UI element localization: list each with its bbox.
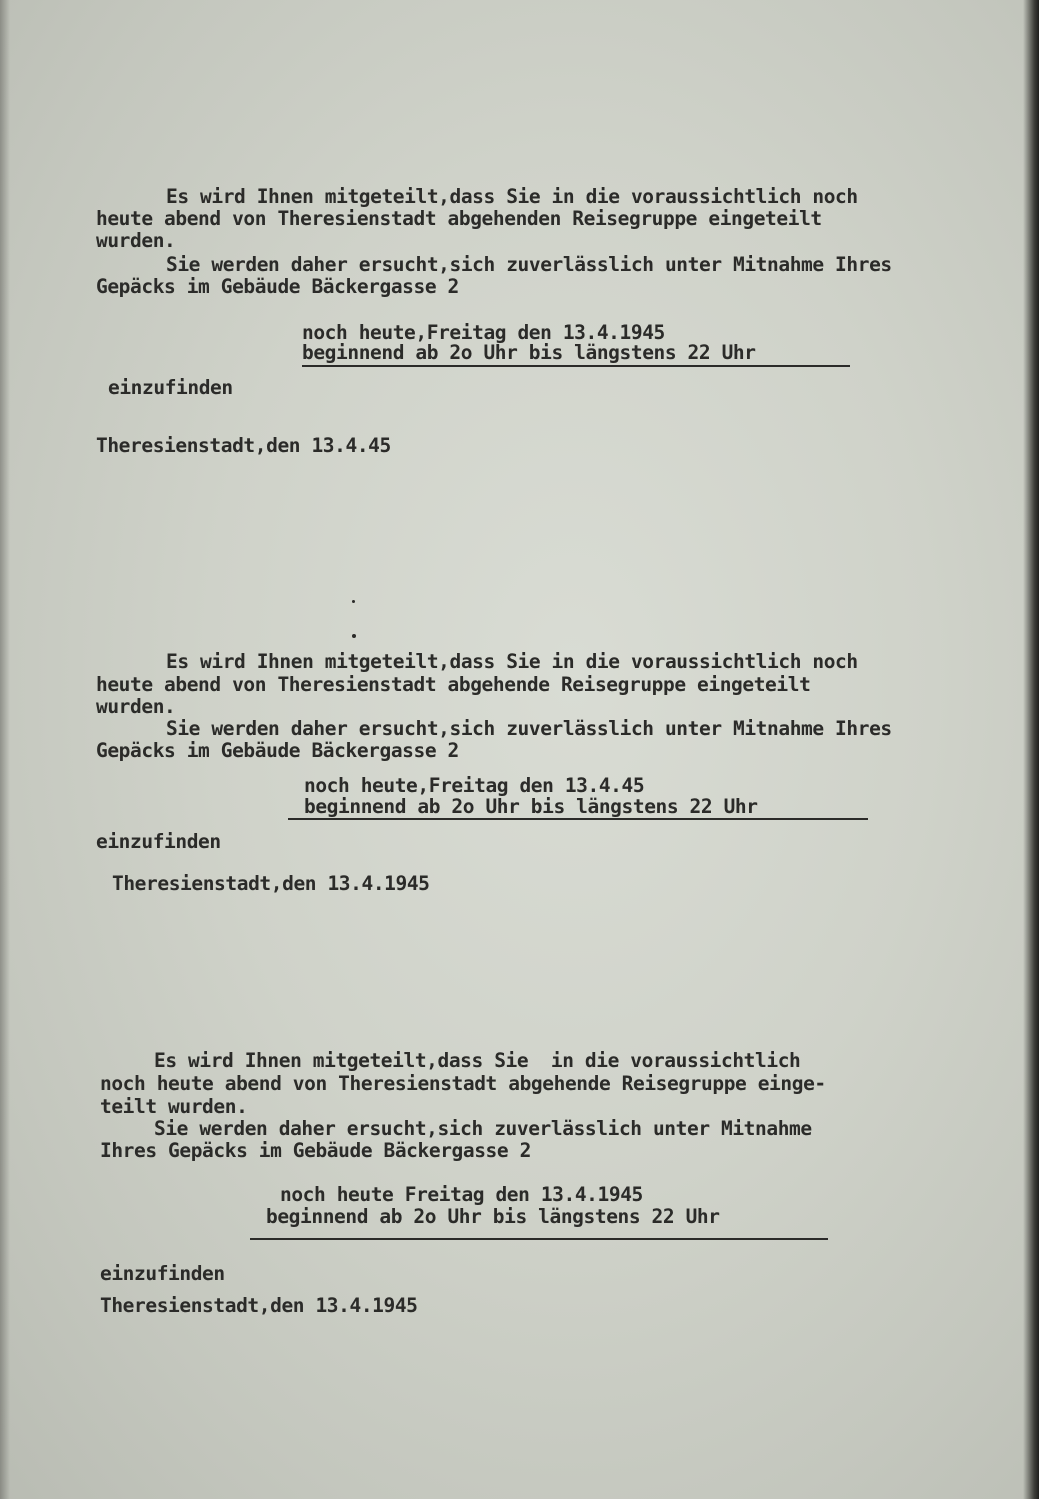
notice-1-para1-line1: Es wird Ihnen mitgeteilt,dass Sie in die voraussichtlich noch — [166, 185, 858, 208]
notice-2-para1-line2: heute abend von Theresienstadt abgehende Reisegruppe eingeteilt — [96, 673, 811, 696]
notice-3-para1-line1: Es wird Ihnen mitgeteilt,dass Sie in die voraussichtlich — [154, 1049, 801, 1072]
notice-3-para1-line3: teilt wurden. — [100, 1095, 248, 1118]
ink-speck — [352, 600, 355, 603]
ink-speck — [352, 634, 356, 638]
notice-2-para1-line1: Es wird Ihnen mitgeteilt,dass Sie in die voraussichtlich noch — [166, 650, 858, 673]
notice-3-para2-line1: Sie werden daher ersucht,sich zuverlässlich unter Mitnahme — [154, 1117, 812, 1140]
notice-3-time-line2: beginnend ab 2o Uhr bis längstens 22 Uhr — [266, 1205, 720, 1228]
notice-2-time-line1: noch heute,Freitag den 13.4.45 — [304, 774, 645, 797]
photo-edge-left — [0, 0, 10, 1499]
notice-2-time-line2: beginnend ab 2o Uhr bis längstens 22 Uhr — [304, 795, 758, 818]
notice-2-para2-line1: Sie werden daher ersucht,sich zuverlässlich unter Mitnahme Ihres — [166, 717, 892, 740]
notice-2-underline — [288, 818, 868, 820]
photo-edge-right — [1023, 0, 1039, 1499]
notice-2-para2-line2: Gepäcks im Gebäude Bäckergasse 2 — [96, 739, 459, 762]
notice-3-underline — [250, 1238, 828, 1240]
notice-1-para2-line2: Gepäcks im Gebäude Bäckergasse 2 — [96, 275, 459, 298]
notice-3-place-date: Theresienstadt,den 13.4.1945 — [100, 1294, 418, 1317]
notice-1-place-date: Theresienstadt,den 13.4.45 — [96, 434, 391, 457]
notice-2-closing: einzufinden — [96, 830, 221, 853]
notice-3-para2-line2: Ihres Gepäcks im Gebäude Bäckergasse 2 — [100, 1139, 531, 1162]
notice-2-place-date: Theresienstadt,den 13.4.1945 — [112, 872, 430, 895]
notice-3-closing: einzufinden — [100, 1262, 225, 1285]
notice-3-time-line1: noch heute Freitag den 13.4.1945 — [280, 1183, 643, 1206]
notice-1-closing: einzufinden — [108, 376, 233, 399]
notice-1-para1-line3: wurden. — [96, 229, 176, 252]
notice-1-para1-line2: heute abend von Theresienstadt abgehenden Reisegruppe eingeteilt — [96, 207, 822, 230]
notice-3-para1-line2: noch heute abend von Theresienstadt abgehende Reisegruppe einge- — [100, 1072, 826, 1095]
notice-2-para1-line3: wurden. — [96, 695, 176, 718]
notice-1-time-line2: beginnend ab 2o Uhr bis längstens 22 Uhr — [302, 341, 756, 364]
notice-1-time-line1: noch heute,Freitag den 13.4.1945 — [302, 321, 665, 344]
notice-1-para2-line1: Sie werden daher ersucht,sich zuverlässlich unter Mitnahme Ihres — [166, 253, 892, 276]
notice-1-underline — [302, 365, 850, 367]
